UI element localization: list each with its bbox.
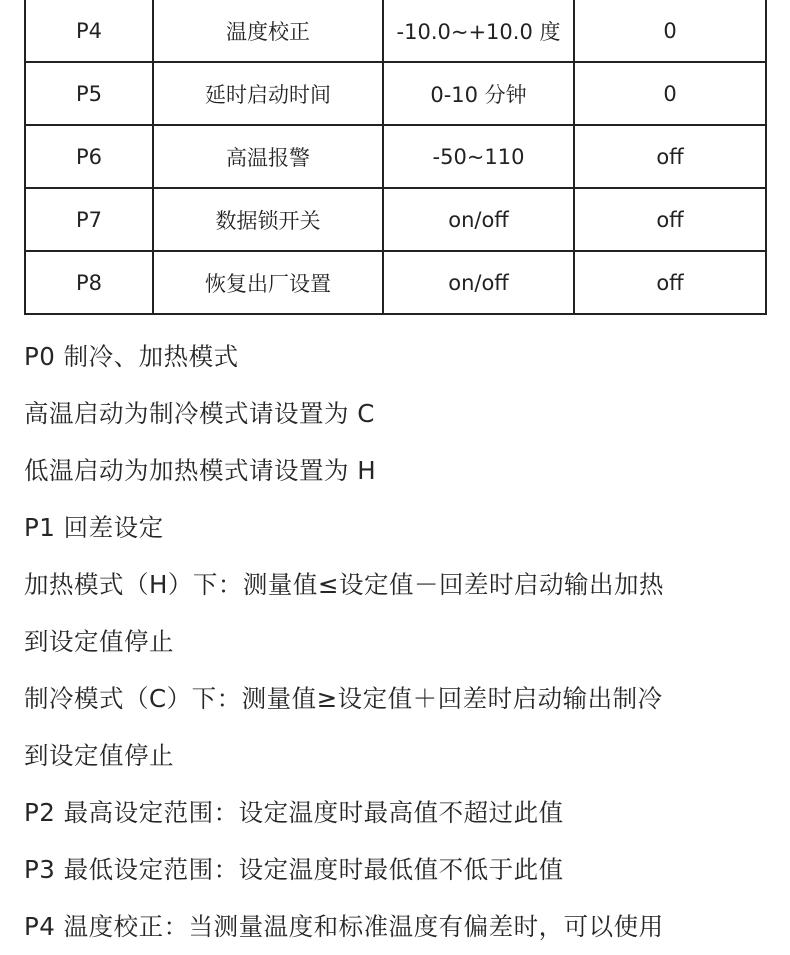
desc-line: 制冷模式（C）下：测量值≥设定值＋回差时启动输出制冷 bbox=[24, 684, 663, 713]
table-row bbox=[25, 62, 766, 125]
table-row bbox=[25, 188, 766, 251]
desc-line: P4 温度校正：当测量温度和标准温度有偏差时，可以使用 bbox=[24, 912, 664, 941]
param-name: 延时启动时间 bbox=[153, 62, 383, 125]
param-code: P8 bbox=[25, 251, 153, 314]
param-code: P5 bbox=[25, 62, 153, 125]
desc-line: P2 最高设定范围：设定温度时最高值不超过此值 bbox=[24, 798, 564, 827]
desc-line: 高温启动为制冷模式请设置为 C bbox=[24, 399, 375, 428]
param-range: -10.0~+10.0 度 bbox=[383, 0, 574, 62]
description-text bbox=[24, 328, 784, 955]
param-default: 0 bbox=[574, 62, 766, 125]
desc-line: 低温启动为加热模式请设置为 H bbox=[24, 456, 377, 485]
param-default: 0 bbox=[574, 0, 766, 62]
table-row bbox=[25, 125, 766, 188]
desc-line: P0 制冷、加热模式 bbox=[24, 342, 239, 371]
param-range: -50~110 bbox=[383, 125, 574, 188]
desc-line: 加热模式（H）下：测量值≤设定值－回差时启动输出加热 bbox=[24, 570, 664, 599]
param-default: off bbox=[574, 251, 766, 314]
param-range: on/off bbox=[383, 251, 574, 314]
desc-line: P3 最低设定范围：设定温度时最低值不低于此值 bbox=[24, 855, 564, 884]
table-row bbox=[25, 0, 766, 62]
table-row bbox=[25, 251, 766, 314]
param-code: P7 bbox=[25, 188, 153, 251]
param-name: 高温报警 bbox=[153, 125, 383, 188]
param-name: 数据锁开关 bbox=[153, 188, 383, 251]
param-range: 0-10 分钟 bbox=[383, 62, 574, 125]
param-code: P4 bbox=[25, 0, 153, 62]
param-code: P6 bbox=[25, 125, 153, 188]
param-default: off bbox=[574, 125, 766, 188]
desc-line: P1 回差设定 bbox=[24, 513, 164, 542]
param-name: 温度校正 bbox=[153, 0, 383, 62]
desc-line: 到设定值停止 bbox=[24, 741, 174, 770]
param-range: on/off bbox=[383, 188, 574, 251]
param-name: 恢复出厂设置 bbox=[153, 251, 383, 314]
param-default: off bbox=[574, 188, 766, 251]
desc-line: 到设定值停止 bbox=[24, 627, 174, 656]
parameter-table bbox=[24, 0, 767, 315]
